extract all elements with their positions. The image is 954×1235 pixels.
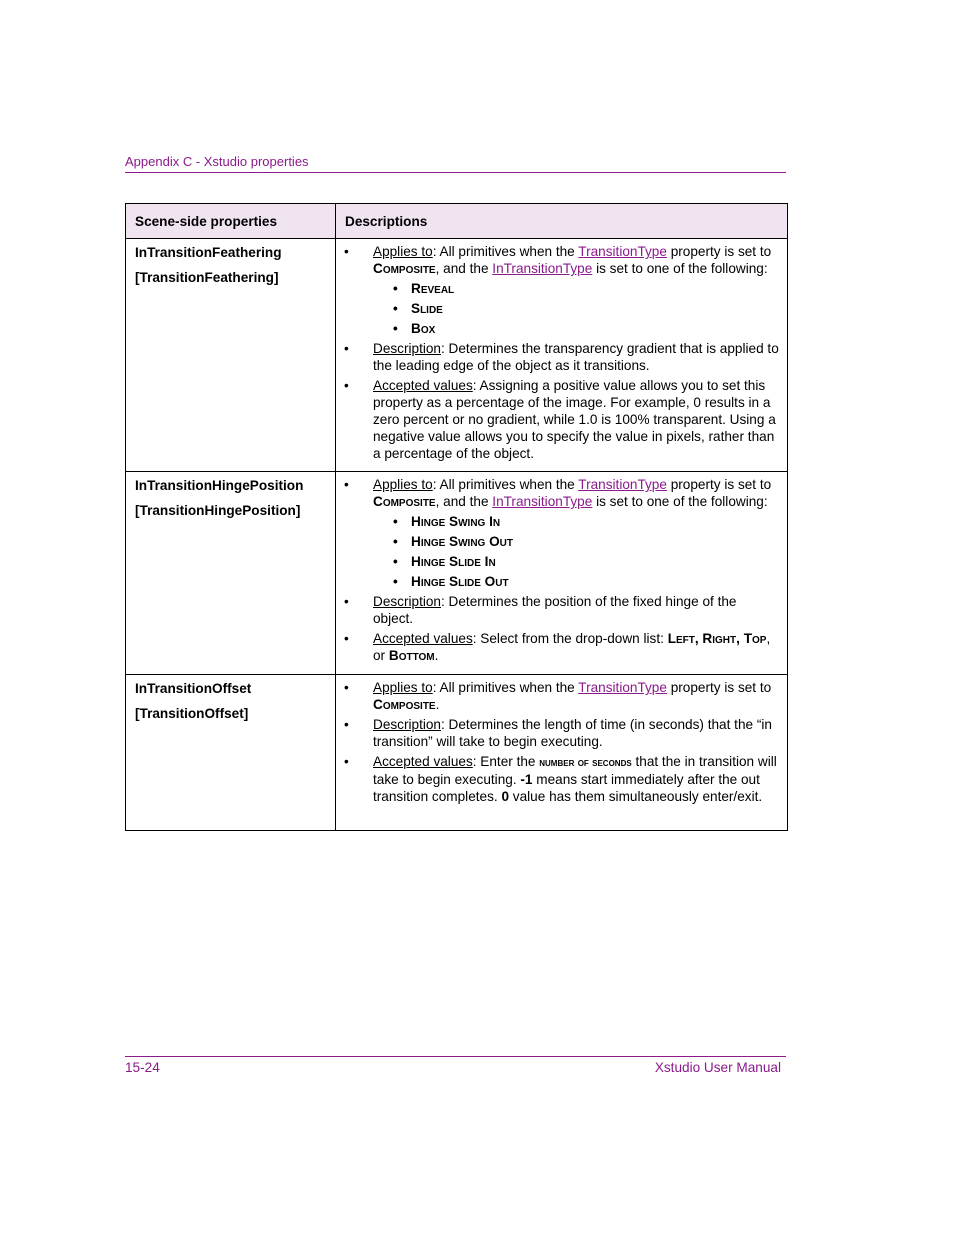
option-item: • Hinge Slide Out bbox=[373, 573, 779, 590]
property-alias: [TransitionHingePosition] bbox=[135, 503, 301, 518]
table-row bbox=[126, 239, 788, 472]
properties-table bbox=[125, 203, 788, 831]
applies-to-item: • Applies to: All primitives when the TransitionType property is set to Composite. bbox=[344, 679, 779, 713]
option-item: • Slide bbox=[373, 300, 779, 317]
option-item: • Hinge Slide In bbox=[373, 553, 779, 570]
table-row bbox=[126, 472, 788, 675]
intransitiontype-link[interactable]: InTransitionType bbox=[492, 494, 593, 509]
transitiontype-link[interactable]: TransitionType bbox=[578, 244, 667, 259]
property-alias: [TransitionOffset] bbox=[135, 706, 249, 721]
property-alias: [TransitionFeathering] bbox=[135, 270, 279, 285]
table-row bbox=[126, 675, 788, 831]
description-item: • Description: Determines the length of time (in seconds) that the “in transition” will take to begin executing. bbox=[344, 716, 779, 750]
option-item: • Hinge Swing Out bbox=[373, 533, 779, 550]
header-rule bbox=[125, 172, 786, 173]
page-number: 15-24 bbox=[125, 1060, 160, 1075]
accepted-values-item: • Accepted values: Assigning a positive value allows you to set this property as a percentage of the image. For example, 0 results in a zero percent or no gradient, while 1.0 is 100% transparent. Using a negative value allows you to specify the value in pixels, rather than a percentage of the object. bbox=[344, 377, 779, 462]
applies-to-item: • Applies to: All primitives when the TransitionType property is set to Composite, and the InTransitionType is set to one of the following: • Reveal • Slide • Box bbox=[344, 243, 779, 337]
option-item: • Hinge Swing In bbox=[373, 513, 779, 530]
transitiontype-link[interactable]: TransitionType bbox=[578, 680, 667, 695]
accepted-values-item: • Accepted values: Select from the drop-down list: Left, Right, Top, or Bottom. bbox=[344, 630, 779, 664]
property-name: InTransitionFeathering bbox=[135, 245, 282, 260]
description-item: • Description: Determines the position of the fixed hinge of the object. bbox=[344, 593, 779, 627]
accepted-values-item: • Accepted values: Enter the number of seconds that the in transition will take to begin executing. -1 means start immediately after the out transition completes. 0 value has them simultaneously enter/exit. bbox=[344, 753, 779, 805]
manual-title: Xstudio User Manual bbox=[654, 1060, 781, 1075]
table-header-row bbox=[126, 204, 788, 239]
running-header: Appendix C - Xstudio properties bbox=[125, 154, 309, 169]
property-name: InTransitionHingePosition bbox=[135, 478, 304, 493]
footer-rule bbox=[125, 1056, 786, 1057]
intransitiontype-link[interactable]: InTransitionType bbox=[492, 261, 593, 276]
description-item: • Description: Determines the transparency gradient that is applied to the leading edge of the object as it transitions. bbox=[344, 340, 779, 374]
applies-to-item: • Applies to: All primitives when the TransitionType property is set to Composite, and the InTransitionType is set to one of the following: • Hinge Swing In • Hinge Swing Out • Hinge Slide In • Hinge Slide Out bbox=[344, 476, 779, 590]
option-item: • Reveal bbox=[373, 280, 779, 297]
col-header-descriptions: Descriptions bbox=[336, 204, 788, 239]
transitiontype-link[interactable]: TransitionType bbox=[578, 477, 667, 492]
option-item: • Box bbox=[373, 320, 779, 337]
property-name: InTransitionOffset bbox=[135, 681, 252, 696]
col-header-properties: Scene-side properties bbox=[126, 204, 336, 239]
